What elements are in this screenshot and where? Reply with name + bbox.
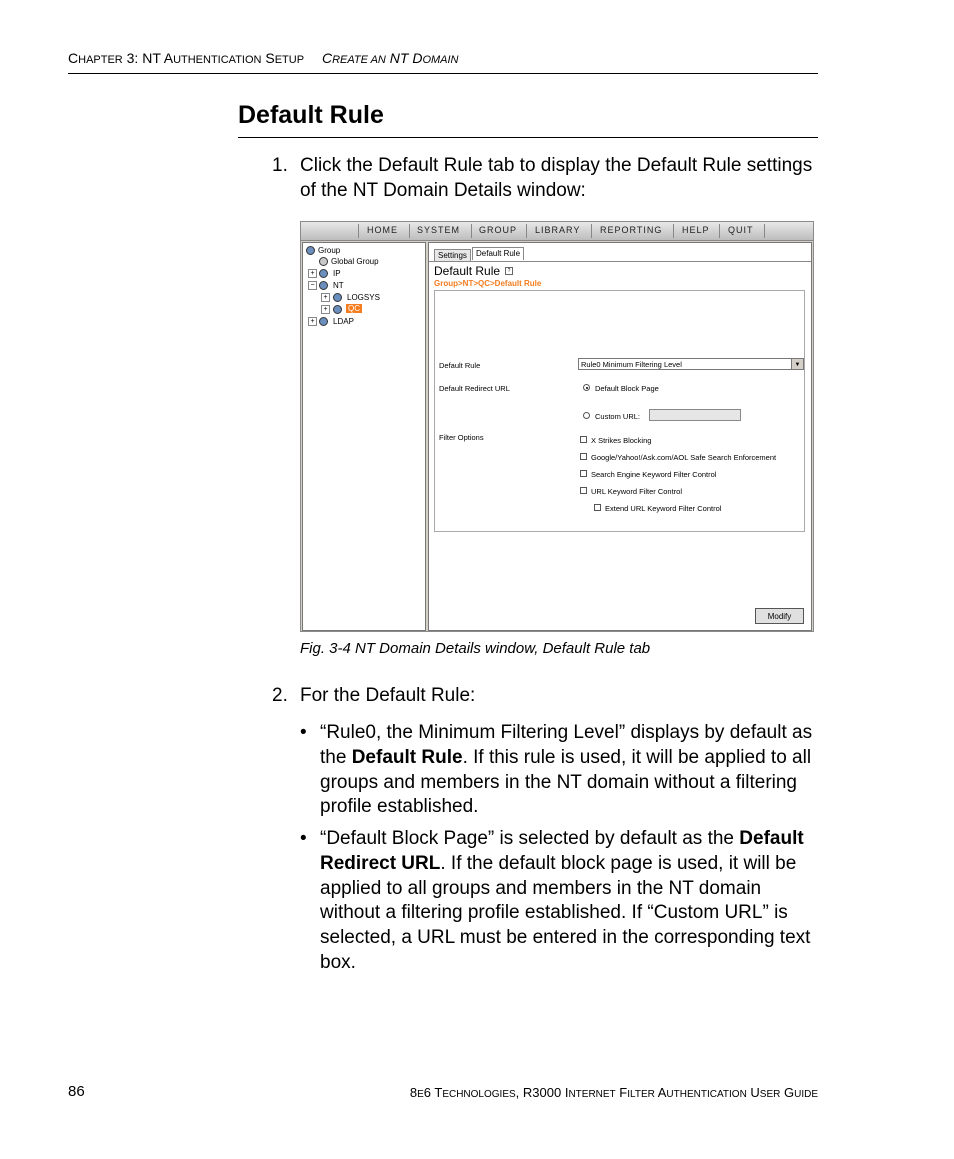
safe-search-label: Google/Yahoo!/Ask.com/AOL Safe Search Enforcement: [591, 453, 777, 462]
header-rule: [68, 73, 818, 74]
tree-item-ldap[interactable]: LDAP: [333, 317, 354, 326]
default-block-page-radio[interactable]: [583, 384, 590, 391]
x-strikes-label: X Strikes Blocking: [591, 436, 652, 445]
step-2-number: 2.: [272, 685, 288, 706]
details-panel: [428, 242, 812, 631]
help-icon[interactable]: ?: [505, 267, 513, 275]
network-icon: [319, 281, 328, 290]
search-keyword-checkbox[interactable]: [580, 470, 587, 477]
extend-url-keyword-label: Extend URL Keyword Filter Control: [605, 504, 722, 513]
tree-item-ip[interactable]: IP: [333, 269, 341, 278]
url-keyword-checkbox[interactable]: [580, 487, 587, 494]
custom-url-radio[interactable]: [583, 412, 590, 419]
step-2-text: For the Default Rule:: [300, 685, 476, 706]
running-header-section: CREATE AN NT DOMAIN: [321, 50, 459, 66]
default-block-page-label: Default Block Page: [595, 384, 659, 393]
page-number: 86: [68, 1083, 85, 1100]
figure-caption: Fig. 3-4 NT Domain Details window, Default Rule tab: [300, 640, 651, 657]
x-strikes-checkbox[interactable]: [580, 436, 587, 443]
menu-library[interactable]: LIBRARY: [535, 225, 581, 235]
globe-icon: [319, 257, 328, 266]
expand-icon[interactable]: +: [321, 305, 330, 314]
step-1-number: 1.: [272, 155, 288, 176]
group-icon: [306, 246, 315, 255]
menu-bar: [301, 222, 813, 241]
default-rule-label: Default Rule: [439, 361, 481, 370]
bullet-2-dot: •: [300, 828, 307, 849]
breadcrumb: Group>NT>QC>Default Rule: [434, 279, 542, 288]
redirect-url-label: Default Redirect URL: [439, 384, 510, 393]
title-rule: [238, 137, 818, 138]
tree-item-global-group[interactable]: Global Group: [331, 257, 379, 266]
custom-url-input[interactable]: [649, 409, 741, 421]
tab-default-rule[interactable]: Default Rule: [472, 247, 524, 260]
tree-item-logsys[interactable]: LOGSYS: [347, 293, 380, 302]
group-tree: [302, 242, 426, 631]
running-header: CHAPTER 3: NT AUTHENTICATION SETUP CREATE AN NT DOMAIN: [68, 50, 459, 66]
footer-title: 8E6 TECHNOLOGIES, R3000 INTERNET FILTER AUTHENTICATION USER GUIDE: [409, 1085, 818, 1100]
expand-icon[interactable]: +: [308, 269, 317, 278]
menu-quit[interactable]: QUIT: [728, 225, 754, 235]
domain-icon: [333, 293, 342, 302]
nt-domain-details-screenshot: [300, 221, 814, 632]
modify-button[interactable]: Modify: [755, 608, 804, 624]
domain-icon: [333, 305, 342, 314]
collapse-icon[interactable]: −: [308, 281, 317, 290]
step-1-text: Click the Default Rule tab to display the Default Rule settings of the NT Domain Details window:: [300, 155, 813, 201]
default-rule-select-value: Rule0 Minimum Filtering Level: [581, 360, 682, 369]
menu-reporting[interactable]: REPORTING: [600, 225, 663, 235]
chevron-down-icon[interactable]: ▼: [791, 359, 803, 369]
bullet-1-text: “Rule0, the Minimum Filtering Level” displays by default as the Default Rule. If this rule is used, it will be applied to all groups and members in the NT domain without a filtering profile established.: [320, 722, 813, 818]
tab-settings[interactable]: Settings: [434, 249, 471, 262]
tree-item-nt[interactable]: NT: [333, 281, 344, 290]
section-title: Default Rule: [238, 101, 384, 129]
default-rule-select[interactable]: [578, 358, 804, 370]
bullet-2-text: “Default Block Page” is selected by default as the Default Redirect URL. If the default block page is used, it will be applied to all groups and members in the NT domain without a filtering profile established. If “Custom URL” is selected, a URL must be entered in the corresponding text box.: [320, 828, 811, 973]
extend-url-keyword-checkbox[interactable]: [594, 504, 601, 511]
url-keyword-label: URL Keyword Filter Control: [591, 487, 682, 496]
menu-home[interactable]: HOME: [367, 225, 398, 235]
search-keyword-label: Search Engine Keyword Filter Control: [591, 470, 717, 479]
expand-icon[interactable]: +: [321, 293, 330, 302]
bullet-1-dot: •: [300, 722, 307, 743]
expand-icon[interactable]: +: [308, 317, 317, 326]
custom-url-label: Custom URL:: [595, 412, 641, 421]
tree-item-qc-selected[interactable]: QC: [348, 304, 360, 313]
panel-title: Default Rule: [434, 264, 501, 278]
menu-system[interactable]: SYSTEM: [417, 225, 461, 235]
menu-group[interactable]: GROUP: [479, 225, 518, 235]
safe-search-checkbox[interactable]: [580, 453, 587, 460]
network-icon: [319, 269, 328, 278]
filter-options-label: Filter Options: [439, 433, 484, 442]
network-icon: [319, 317, 328, 326]
menu-help[interactable]: HELP: [682, 225, 710, 235]
tree-root-group[interactable]: Group: [318, 246, 341, 255]
